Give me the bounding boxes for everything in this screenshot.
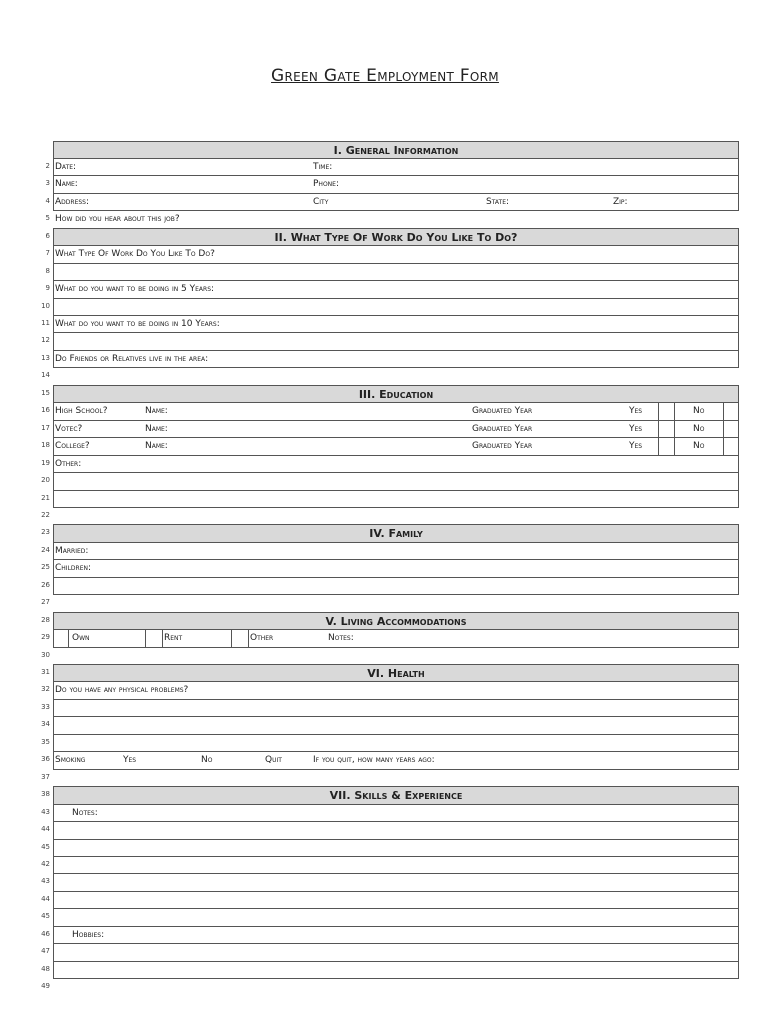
hobbies-label: Hobbies: bbox=[72, 929, 105, 940]
row-number: 21 bbox=[41, 493, 50, 502]
row-number: 11 bbox=[41, 319, 50, 327]
row-line bbox=[53, 943, 739, 944]
row-border-right bbox=[738, 542, 739, 560]
row-number: 44 bbox=[41, 825, 50, 834]
row-border-left bbox=[53, 175, 54, 193]
row-border-right bbox=[738, 699, 739, 717]
address-label: Address: bbox=[55, 196, 90, 207]
section-header: V. Living Accommodations bbox=[53, 612, 739, 630]
row-border-right bbox=[738, 681, 739, 699]
graduated-year-label: Graduated Year bbox=[472, 406, 533, 417]
row-border-right bbox=[738, 455, 739, 473]
name-label: Name: bbox=[55, 179, 78, 190]
row-line bbox=[53, 350, 739, 351]
row-border-left bbox=[53, 943, 54, 961]
ten-years-question: What do you want to be doing in 10 Years: bbox=[55, 319, 220, 329]
yes-checkbox bbox=[658, 420, 659, 438]
row-border-right bbox=[738, 332, 739, 350]
living-checkbox bbox=[145, 629, 146, 647]
row-line bbox=[53, 455, 739, 456]
row-line bbox=[53, 873, 739, 874]
city-label: City bbox=[313, 196, 329, 207]
row-border-right bbox=[738, 943, 739, 961]
row-line bbox=[53, 367, 739, 368]
section-header: I. General Information bbox=[53, 141, 739, 159]
section-header: VI. Health bbox=[53, 664, 739, 682]
row-number: 35 bbox=[41, 737, 50, 746]
row-number: 8 bbox=[45, 266, 50, 275]
row-number: 9 bbox=[45, 284, 50, 293]
row-number: 43 bbox=[41, 807, 50, 816]
yes-checkbox bbox=[674, 402, 675, 420]
smoking-yes-label: Yes bbox=[123, 755, 137, 766]
row-line bbox=[53, 437, 739, 438]
row-border-left bbox=[53, 402, 54, 420]
quit-years-label: If you quit, how many years ago: bbox=[313, 755, 435, 766]
row-line bbox=[53, 193, 739, 194]
row-border-right bbox=[738, 908, 739, 926]
section-header: VII. Skills & Experience bbox=[53, 786, 739, 804]
row-line bbox=[53, 908, 739, 909]
row-line bbox=[53, 821, 739, 822]
row-number: 42 bbox=[41, 859, 50, 868]
row-border-left bbox=[53, 908, 54, 926]
state-label: State: bbox=[486, 196, 510, 207]
row-number: 20 bbox=[41, 476, 50, 485]
row-border-left bbox=[53, 839, 54, 857]
section-header: II. What Type Of Work Do You Like To Do? bbox=[53, 228, 739, 246]
row-number: 33 bbox=[41, 702, 50, 711]
yes-label: Yes bbox=[629, 441, 643, 452]
row-line bbox=[53, 769, 739, 770]
row-border-left bbox=[53, 873, 54, 891]
row-line bbox=[53, 856, 739, 857]
married-label: Married: bbox=[55, 545, 89, 556]
row-number: 6 bbox=[45, 231, 50, 240]
row-border-left bbox=[53, 298, 54, 316]
no-label: No bbox=[693, 406, 705, 417]
row-number: 30 bbox=[41, 650, 50, 659]
row-number: 12 bbox=[41, 336, 50, 345]
row-border-left bbox=[53, 350, 54, 368]
row-border-right bbox=[738, 926, 739, 944]
row-line bbox=[53, 280, 739, 281]
row-border-right bbox=[738, 751, 739, 769]
smoking-quit-label: Quit bbox=[265, 755, 282, 766]
no-label: No bbox=[693, 441, 705, 452]
row-border-left bbox=[53, 681, 54, 699]
row-number: 27 bbox=[41, 598, 50, 607]
row-number: 7 bbox=[45, 249, 50, 258]
row-number: 45 bbox=[41, 842, 50, 851]
row-border-right bbox=[738, 175, 739, 193]
row-number: 44 bbox=[41, 894, 50, 903]
row-number: 38 bbox=[41, 790, 50, 799]
row-line bbox=[53, 594, 739, 595]
row-border-left bbox=[53, 891, 54, 909]
no-checkbox bbox=[723, 437, 724, 455]
row-number: 43 bbox=[41, 877, 50, 886]
no-label: No bbox=[693, 423, 705, 434]
form-title: Green Gate Employment Form bbox=[271, 66, 499, 86]
rent-label: Rent bbox=[164, 633, 183, 644]
row-border-right bbox=[738, 437, 739, 455]
row-number: 3 bbox=[45, 179, 50, 188]
row-number: 14 bbox=[41, 371, 50, 380]
row-border-left bbox=[53, 751, 54, 769]
row-number: 26 bbox=[41, 580, 50, 589]
row-border-right bbox=[738, 873, 739, 891]
row-border-left bbox=[53, 437, 54, 455]
row-border-left bbox=[53, 734, 54, 752]
row-line bbox=[53, 315, 739, 316]
row-border-right bbox=[738, 629, 739, 647]
row-number: 48 bbox=[41, 964, 50, 973]
school-name-label: Name: bbox=[145, 441, 168, 452]
row-border-right bbox=[738, 559, 739, 577]
row-border-left bbox=[53, 420, 54, 438]
row-number: 19 bbox=[41, 458, 50, 467]
row-line bbox=[53, 490, 739, 491]
row-border-left bbox=[53, 158, 54, 176]
row-border-right bbox=[738, 158, 739, 176]
smoking-label: Smoking bbox=[55, 755, 86, 766]
row-number: 13 bbox=[41, 353, 50, 362]
row-border-right bbox=[738, 804, 739, 822]
yes-checkbox bbox=[658, 402, 659, 420]
row-border-right bbox=[738, 716, 739, 734]
row-border-left bbox=[53, 490, 54, 508]
row-number: 17 bbox=[41, 423, 50, 432]
row-border-left bbox=[53, 263, 54, 281]
row-number: 46 bbox=[41, 929, 50, 938]
row-border-left bbox=[53, 926, 54, 944]
row-border-left bbox=[53, 961, 54, 979]
row-number: 22 bbox=[41, 510, 50, 519]
row-border-left bbox=[53, 315, 54, 333]
section-header: IV. Family bbox=[53, 524, 739, 542]
work-type-question: What Type Of Work Do You Like To Do? bbox=[55, 249, 215, 260]
row-border-right bbox=[738, 490, 739, 508]
row-line bbox=[53, 961, 739, 962]
row-border-left bbox=[53, 699, 54, 717]
row-border-right bbox=[738, 839, 739, 857]
row-number: 24 bbox=[41, 545, 50, 554]
phone-label: Phone: bbox=[313, 179, 339, 190]
row-border-right bbox=[738, 245, 739, 263]
row-border-right bbox=[738, 315, 739, 333]
own-label: Own bbox=[72, 633, 90, 644]
time-label: Time: bbox=[313, 161, 333, 172]
row-number: 29 bbox=[41, 633, 50, 642]
row-border-left bbox=[53, 472, 54, 490]
yes-label: Yes bbox=[629, 423, 643, 434]
row-line bbox=[53, 263, 739, 264]
school-name-label: Name: bbox=[145, 423, 168, 434]
row-border-right bbox=[738, 298, 739, 316]
row-border-right bbox=[738, 961, 739, 979]
row-border-right bbox=[738, 472, 739, 490]
row-line bbox=[53, 716, 739, 717]
row-line bbox=[53, 507, 739, 508]
row-number: 47 bbox=[41, 947, 50, 956]
row-number: 28 bbox=[41, 615, 50, 624]
school-type-label: High School? bbox=[55, 406, 108, 417]
row-number: 32 bbox=[41, 685, 50, 694]
row-border-right bbox=[738, 577, 739, 595]
row-border-right bbox=[738, 350, 739, 368]
row-number: 16 bbox=[41, 406, 50, 415]
row-line bbox=[53, 298, 739, 299]
row-line bbox=[53, 734, 739, 735]
graduated-year-label: Graduated Year bbox=[472, 423, 533, 434]
row-border-right bbox=[738, 891, 739, 909]
row-number: 15 bbox=[41, 388, 50, 397]
living-checkbox bbox=[68, 629, 69, 647]
row-border-left bbox=[53, 716, 54, 734]
school-name-label: Name: bbox=[145, 406, 168, 417]
no-checkbox bbox=[723, 420, 724, 438]
row-line bbox=[53, 978, 739, 979]
yes-checkbox bbox=[674, 420, 675, 438]
zip-label: Zip: bbox=[613, 196, 628, 207]
row-border-right bbox=[738, 734, 739, 752]
living-checkbox bbox=[162, 629, 163, 647]
five-years-question: What do you want to be doing in 5 Years: bbox=[55, 284, 215, 295]
row-border-left bbox=[53, 629, 54, 647]
living-checkbox bbox=[248, 629, 249, 647]
row-border-right bbox=[738, 263, 739, 281]
row-line bbox=[53, 472, 739, 473]
row-line bbox=[53, 420, 739, 421]
row-border-right bbox=[738, 821, 739, 839]
row-line bbox=[53, 647, 739, 648]
row-line bbox=[53, 699, 739, 700]
row-number: 36 bbox=[41, 755, 50, 764]
living-notes-label: Notes: bbox=[328, 633, 354, 644]
row-line bbox=[53, 577, 739, 578]
row-number: 5 bbox=[45, 214, 50, 223]
skills-notes-label: Notes: bbox=[72, 807, 98, 818]
smoking-no-label: No bbox=[201, 755, 213, 766]
row-number: 18 bbox=[41, 441, 50, 450]
other-education-label: Other: bbox=[55, 458, 82, 469]
row-number: 25 bbox=[41, 563, 50, 572]
school-type-label: Votec? bbox=[55, 423, 83, 434]
row-border-right bbox=[738, 420, 739, 438]
row-number: 49 bbox=[41, 982, 50, 991]
row-border-left bbox=[53, 804, 54, 822]
yes-label: Yes bbox=[629, 406, 643, 417]
row-line bbox=[53, 926, 739, 927]
row-border-left bbox=[53, 821, 54, 839]
row-border-left bbox=[53, 332, 54, 350]
row-line bbox=[53, 839, 739, 840]
section-header: III. Education bbox=[53, 385, 739, 403]
row-border-right bbox=[738, 280, 739, 298]
relatives-question: Do Friends or Relatives live in the area: bbox=[55, 353, 209, 364]
row-number: 2 bbox=[45, 161, 50, 170]
graduated-year-label: Graduated Year bbox=[472, 441, 533, 452]
row-number: 23 bbox=[41, 528, 50, 537]
row-border-left bbox=[53, 280, 54, 298]
no-checkbox bbox=[723, 402, 724, 420]
row-line bbox=[53, 559, 739, 560]
children-label: Children: bbox=[55, 563, 92, 574]
row-line bbox=[53, 175, 739, 176]
physical-problems-question: Do you have any physical problems? bbox=[55, 685, 189, 696]
date-label: Date: bbox=[55, 161, 77, 172]
row-number: 45 bbox=[41, 912, 50, 921]
row-border-left bbox=[53, 193, 54, 211]
row-border-left bbox=[53, 455, 54, 473]
row-border-left bbox=[53, 577, 54, 595]
row-border-right bbox=[738, 193, 739, 211]
hear-about-label: How did you hear about this job? bbox=[55, 214, 180, 225]
row-number: 37 bbox=[41, 772, 50, 781]
row-number: 10 bbox=[41, 301, 50, 310]
other-living-label: Other bbox=[250, 633, 274, 644]
living-checkbox bbox=[231, 629, 232, 647]
row-line bbox=[53, 751, 739, 752]
row-line bbox=[53, 891, 739, 892]
row-border-left bbox=[53, 559, 54, 577]
row-line bbox=[53, 210, 739, 211]
row-border-left bbox=[53, 856, 54, 874]
row-border-left bbox=[53, 542, 54, 560]
yes-checkbox bbox=[658, 437, 659, 455]
row-number: 31 bbox=[41, 668, 50, 676]
yes-checkbox bbox=[674, 437, 675, 455]
school-type-label: College? bbox=[55, 441, 90, 452]
row-line bbox=[53, 332, 739, 333]
row-number: 4 bbox=[45, 196, 50, 205]
row-number: 34 bbox=[41, 720, 50, 729]
row-border-right bbox=[738, 856, 739, 874]
row-border-right bbox=[738, 402, 739, 420]
row-border-left bbox=[53, 245, 54, 263]
